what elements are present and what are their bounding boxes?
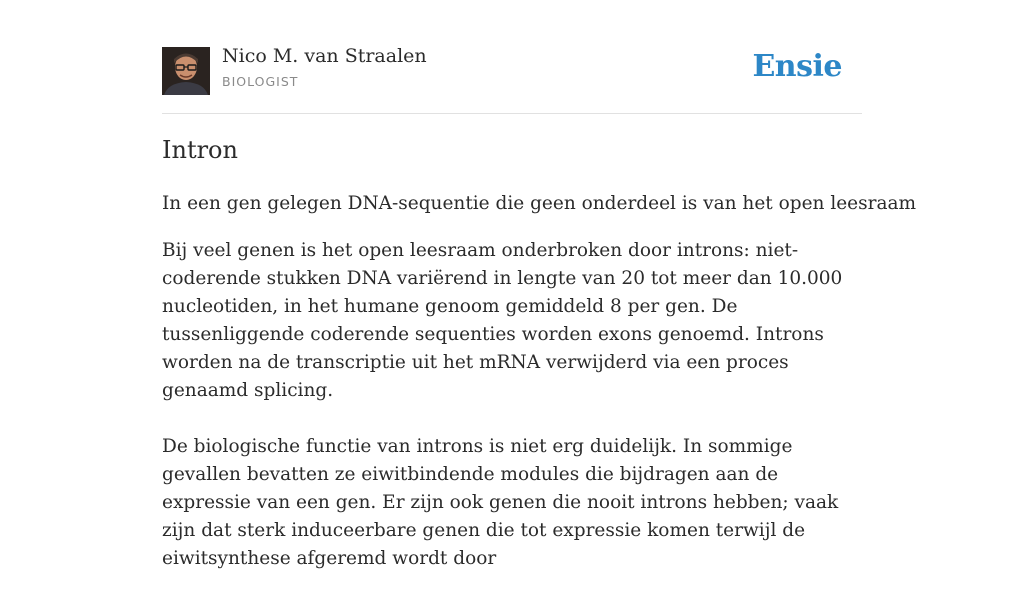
entry-term: Intron	[162, 136, 238, 164]
entry-card	[162, 0, 917, 569]
body-paragraph: Bij veel genen is het open leesraam onderbroken door introns: niet-coderende stukken DNA variërend in lengte van 20 tot meer dan 10.000 nucleotiden, in het humane genoom gemiddeld 8 per gen. De tussenliggende coderende sequenties worden exons genoemd. Introns worden na de transcriptie uit het mRNA verwijderd via een proces genaamd splicing.	[162, 240, 843, 401]
author-avatar[interactable]	[162, 47, 210, 95]
entry-body	[162, 237, 862, 601]
body-paragraph: De biologische functie van introns is niet erg duidelijk. In sommige gevallen bevatten ze eiwitbindende modules die bijdragen aan de expressie van een gen. Er zijn ook genen die nooit introns hebben; vaak zijn dat sterk induceerbare genen die tot expressie komen terwijl de eiwitsynthese afgeremd wordt door	[162, 436, 839, 569]
entry-header	[162, 0, 862, 114]
author-role: BIOLOGIST	[222, 74, 299, 89]
entry-definition: In een gen gelegen DNA-sequentie die geen onderdeel is van het open leesraam	[162, 193, 917, 214]
author-name[interactable]: Nico M. van Straalen	[222, 45, 427, 67]
brand-logo[interactable]: Ensie	[752, 49, 842, 84]
person-portrait-icon	[162, 47, 210, 95]
